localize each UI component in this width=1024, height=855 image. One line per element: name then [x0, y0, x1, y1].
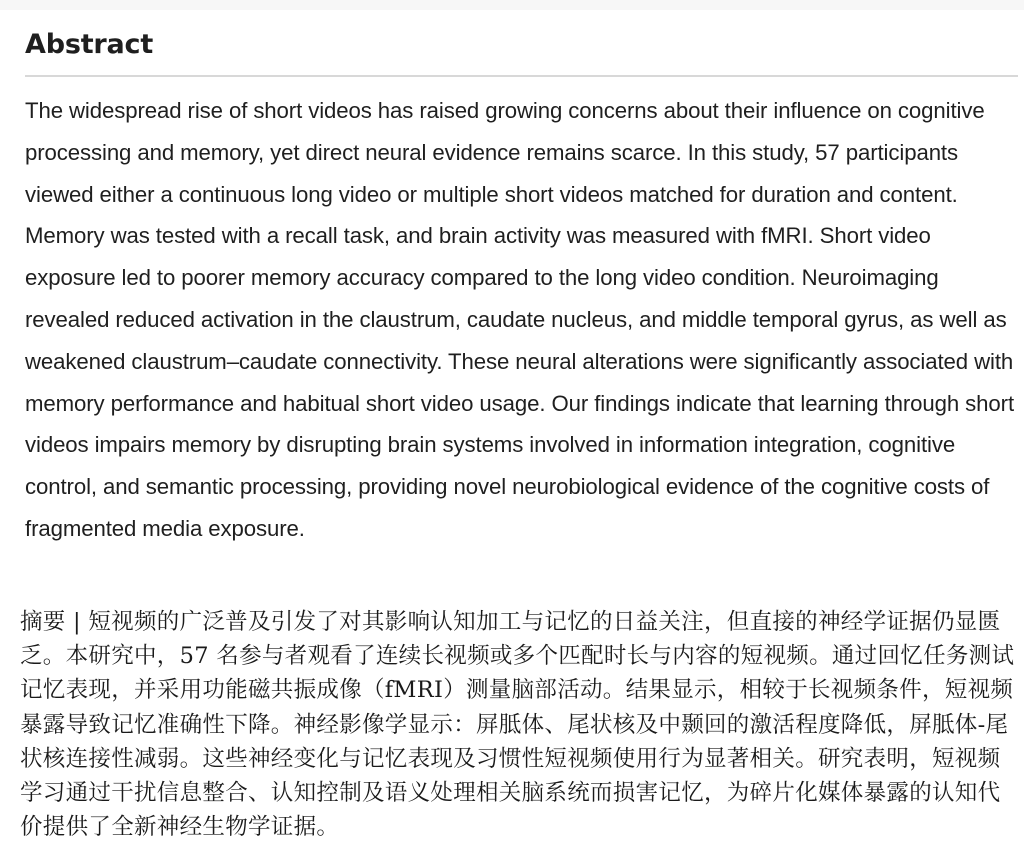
abstract-english-text: The widespread rise of short videos has raised growing concerns about their influence on cognitive processing and memory, yet direct neural evidence remains scarce. In this study, 57 participants viewed either a continuous long video or multiple short videos matched for duration and content. Memory was tested with a recall task, and brain activity was measured with fMRI. Short video exposure led to poorer memory accuracy compared to the long video condition. Neuroimaging revealed reduced activation in the claustrum, caudate nucleus, and middle temporal gyrus, as well as weakened claustrum–caudate connectivity. These neural alterations were significantly associated with memory performance and habitual short video usage. Our findings indicate that learning through short videos impairs memory by disrupting brain systems involved in information integration, cognitive control, and semantic processing, providing novel neurobiological evidence of the cognitive costs of fragmented media exposure.: [25, 98, 1015, 541]
abstract-chinese-text: 摘要 | 短视频的广泛普及引发了对其影响认知加工与记忆的日益关注，但直接的神经学证据仍显匮乏。本研究中，57 名参与者观看了连续长视频或多个匹配时长与内容的短视频。通过回忆任务测试记忆表现，并采用功能磁共振成像（fMRI）测量脑部活动。结果显示，相较于长视频条件，短视频暴露导致记忆准确性下降。神经影像学显示：屏胝体、尾状核及中颞回的激活程度降低，屏胝体-尾状核连接性减弱。这些神经变化与记忆表现及习惯性短视频使用行为显著相关。研究表明，短视频学习通过干扰信息整合、认知控制及语义处理相关脑系统而损害记忆，为碎片化媒体暴露的认知代价提供了全新神经生物学证据。: [20, 609, 1015, 841]
abstract-heading: Abstract: [25, 29, 154, 60]
heading-divider: [25, 75, 1018, 77]
abstract-section: [0, 10, 1024, 855]
